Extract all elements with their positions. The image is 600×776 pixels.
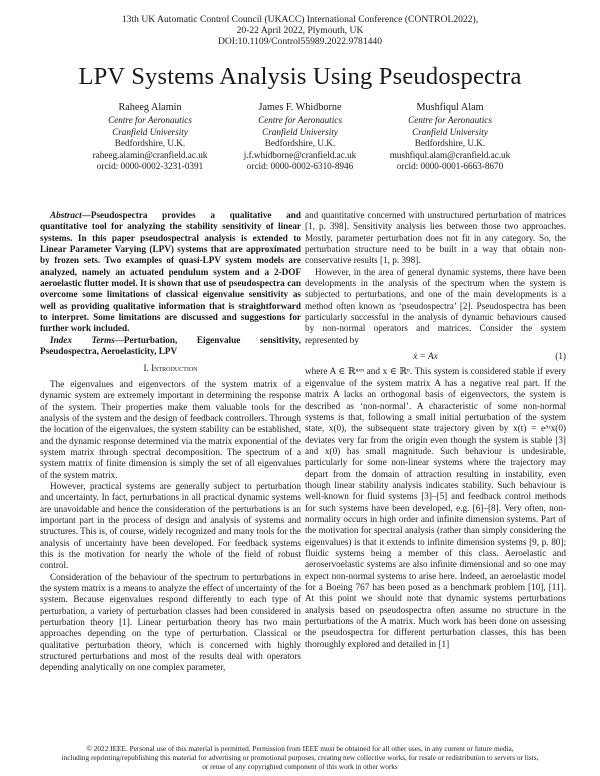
author-orcid: orcid: 0000-0001-6663-8670 bbox=[396, 161, 504, 172]
right-column bbox=[305, 210, 566, 650]
conference-name: 13th UK Automatic Control Council (UKACC) International Conference (CONTROL2022), bbox=[121, 14, 479, 25]
author-name: Raheeg Alamin bbox=[118, 102, 182, 113]
author-name: Mushfiqul Alam bbox=[416, 102, 484, 113]
conference-dates: 20-22 April 2022, Plymouth, UK bbox=[236, 25, 364, 37]
author-email[interactable]: j.f.whidborne@cranfield.ac.uk bbox=[243, 149, 357, 160]
copyright-line: or reuse of any copyrighted component of this work in other works bbox=[202, 762, 398, 771]
author-location: Bedfordshire, U.K. bbox=[264, 138, 336, 149]
index-terms bbox=[40, 335, 301, 358]
author-orcid: orcid: 0000-0002-6310-8946 bbox=[246, 161, 354, 172]
section-heading: I. Introduction bbox=[143, 363, 198, 374]
paragraph: However, in the area of general dynamic systems, there have been developments in the analysis of the spectrum when the system is subjected to perturbations, and one of the main developments is a method often known as ‘pseudospectra’ [2]. Pseudospectra has been particularly successful in the analysis of dynamic behaviours caused by non-normal operators and matrices. Consider the system represented by bbox=[305, 266, 566, 345]
abstract bbox=[40, 210, 301, 335]
abstract-text: —Pseudospectra provides a qualitative and quantitative tool for analyzing the stability sensitivity of linear systems. In this paper pseudospectral analysis is extended to Linear Parameter Varying (LPV) systems that are approximated by frozen sets. Two examples of quasi-LPV system models are analyzed, namely an actuated pendulum system and a 2-DOF aeroelastic flutter model. It is shown that use of pseudospectra can overcome some limitations of classical eigenvalue sensitivity as well as providing qualitative information that is straightforward to interpret. Some limitations are discussed and suggestions for further work included. bbox=[40, 210, 301, 334]
copyright-line: including reprinting/republishing this material for advertising or promotional purposes, creating new collective works, for resale or redistribution to servers or lists, bbox=[61, 753, 539, 762]
equation-1 bbox=[305, 351, 566, 362]
doi: DOI:10.1109/Control55989.2022.9781440 bbox=[217, 36, 383, 48]
paragraph: and quantitative concerned with unstructured perturbation of matrices [1, p. 398]. Sensitivity analysis lies between those two approaches. Mostly, parameter perturbation does not fit in any category. So, the perturbation structure need to be built in a way that obtain non-conservative results [1, p. 398]. bbox=[305, 210, 566, 266]
author-orcid: orcid: 0000-0002-3231-0391 bbox=[96, 161, 204, 172]
author-email[interactable]: mushfiqul.alam@cranfield.ac.uk bbox=[389, 149, 511, 160]
paper-title: LPV Systems Analysis Using Pseudospectra bbox=[78, 63, 522, 90]
index-terms-label: Index Terms bbox=[50, 334, 115, 345]
equation-body: ẋ = Ax bbox=[413, 351, 438, 362]
author-block bbox=[355, 102, 545, 172]
author-department: Centre for Aeronautics bbox=[258, 115, 342, 126]
paragraph: However, practical systems are generally subject to perturbation and uncertainty. In fact, perturbations in all practical dynamic systems are unavoidable and hence the consideration of the perturbations is an important part in the process of design and analysis of systems and structures. This is, of course, widely recognized and many tools for the analysis of uncertainty have been developed. For feedback systems this is the motivation for nearly the whole of the field of robust control. bbox=[40, 480, 301, 571]
equation-number: (1) bbox=[555, 351, 566, 362]
index-terms-text: —Perturbation, Eigenvalue sensitivity, Pseudospectra, Aeroelasticity, LPV bbox=[40, 334, 302, 357]
paragraph: where A ∈ ℝⁿˣⁿ and x ∈ ℝⁿ. This system is considered stable if every eigenvalue of the system matrix A has a negative real part. If the matrix A lacks an orthogonal basis of eigenvectors, the system is described as ‘non-normal’. A characteristic of some non-normal systems is that, following a small initial perturbation of the system state, x(0), the subsequent state trajectory given by x(t) = eᴬᵗx(0) deviates very far from the origin even though the system is stable [3] and x(0) has small magnitude. Such behaviour is undesirable, particularly for some non-linear systems where the trajectory may depart from the domain of attraction resulting in instability, even though linear stability analysis indicates stability. Such behaviour is well-known for fluid systems [3]–[5] and feedback control methods for such systems have been developed, e.g. [6]–[8]. Very often, non-normality occurs in high order and infinite dimension systems. Part of the motivation for spectral analysis (rather than simply considering the eigenvalues) is that it extends to infinite dimension systems [9, p. 80]; fluidic systems being a member of this class. Aeroelastic and aeroservoelastic systems are also infinite dimensional and so one may expect non-normal systems to arise here. Indeed, an aeroelastic model for a Boeing 767 has been posed as a benchmark problem [10], [11]. At this point we should note that dynamic systems perturbations analysis based on pseudospectra often assume no structure in the perturbations of the A matrix. Much work has been done on assessing the pseudospectra for different perturbation classes, this has been thoroughly explored and detailed in [1] bbox=[305, 366, 566, 649]
author-department: Centre for Aeronautics bbox=[408, 115, 492, 126]
paragraph: Consideration of the behaviour of the spectrum to perturbations in the system matrix is a means to analyze the effect of uncertainty of the system. Because eigenvalues respond differently to each type of perturbation, a variety of perturbation classes had been considered in perturbation theory [1]. Linear perturbation theory has two main approaches depending on the type of perturbation. Classical or qualitative perturbation theory, which is concerned with highly structured perturbations and most of the results deal with operators depending analytically on one complex parameter, bbox=[40, 571, 301, 673]
author-name: James F. Whidborne bbox=[258, 102, 342, 113]
copyright-footer bbox=[0, 744, 600, 771]
author-university: Cranfield University bbox=[112, 126, 188, 137]
paragraph: The eigenvalues and eigenvectors of the system matrix of a dynamic system are extremely important in determining the response of the system. Their properties make them valuable tools for the analysis of the system and the design of feedback controllers. Through the location of the eigenvalues, the system stability can be established, and the dynamic response determined via the matrix exponential of the system matrix through spectral decomposition. The spectrum of a system matrix of finite dimension is simply the set of all eigenvalues of the system matrix. bbox=[40, 378, 301, 480]
author-university: Cranfield University bbox=[262, 126, 338, 137]
copyright-line: © 2022 IEEE. Personal use of this material is permitted. Permission from IEEE must be obtained for all other uses, in any current or future media, bbox=[86, 744, 514, 753]
abstract-label: Abstract bbox=[50, 210, 82, 220]
author-location: Bedfordshire, U.K. bbox=[114, 138, 186, 149]
author-location: Bedfordshire, U.K. bbox=[414, 138, 486, 149]
conference-header bbox=[0, 14, 600, 48]
author-department: Centre for Aeronautics bbox=[108, 115, 192, 126]
author-university: Cranfield University bbox=[412, 126, 488, 137]
author-email[interactable]: raheeg.alamin@cranfield.ac.uk bbox=[92, 149, 208, 160]
left-column bbox=[40, 210, 301, 674]
